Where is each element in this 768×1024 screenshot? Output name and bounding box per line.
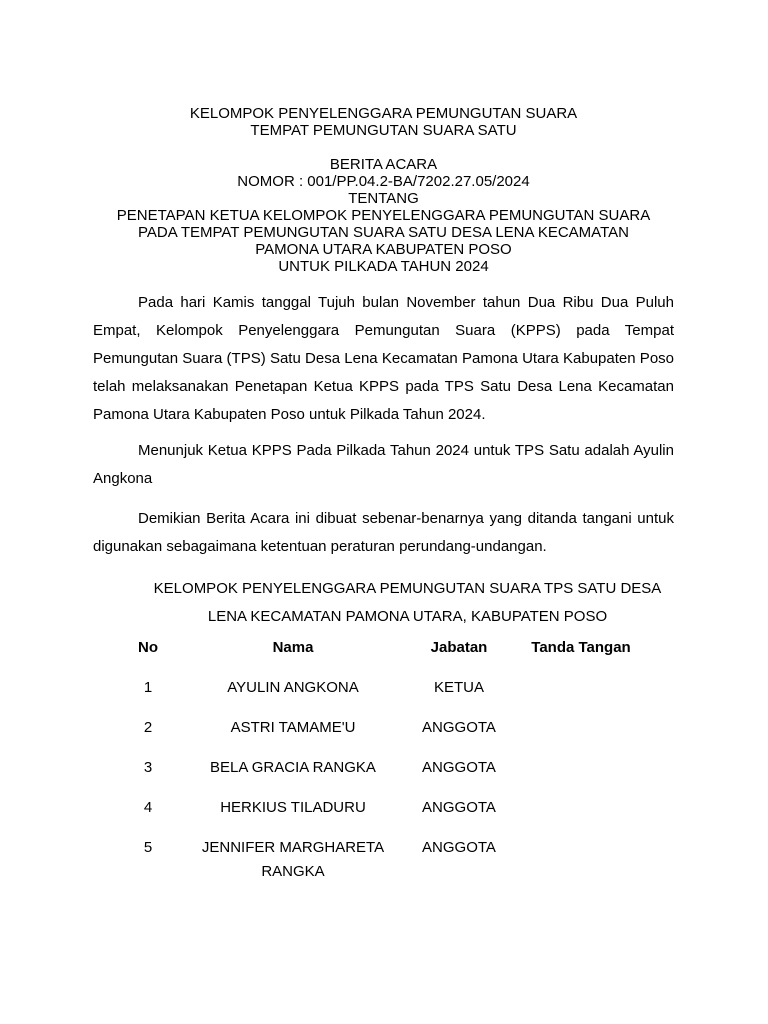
header-line-subject-3: PAMONA UTARA KABUPATEN POSO [255,241,512,258]
table-row [0,836,768,880]
row-nama: AYULIN ANGKONA [227,679,359,696]
body-paragraph-3: Demikian Berita Acara ini dibuat sebenar-benarnya yang ditanda tangani untuk digunakan sebagaimana ketentuan peraturan perundang-undangan. [93,510,674,555]
table-row [0,716,768,756]
body-paragraph-1: Pada hari Kamis tanggal Tujuh bulan November tahun Dua Ribu Dua Puluh Empat, Kelompok Penyelenggara Pemungutan Suara (KPPS) pada Tempat Pemungutan Suara (TPS) Satu Desa Lena Kecamatan Pamona Utara Kabupaten Poso telah melaksanakan Penetapan Ketua KPPS pada TPS Satu Desa Lena Kecamatan Pamona Utara Kabupaten Poso untuk Pilkada Tahun 2024. [93,294,674,423]
row-jabatan: ANGGOTA [422,719,496,736]
row-nama: JENNIFER MARGHARETA RANGKA [201,839,385,880]
table-row [0,676,768,716]
row-jabatan: KETUA [433,679,484,696]
header-line-subject-2: PADA TEMPAT PEMUNGUTAN SUARA SATU DESA LENA KECAMATAN [138,224,629,241]
row-no: 3 [143,759,153,776]
row-no: 4 [143,799,153,816]
row-no: 5 [143,839,153,856]
committee-heading-line-1: KELOMPOK PENYELENGGARA PEMUNGUTAN SUARA TPS SATU DESA [153,580,662,597]
column-header-jabatan: Jabatan [430,639,488,656]
row-no: 2 [143,719,153,736]
row-no: 1 [143,679,153,696]
row-jabatan: ANGGOTA [422,759,496,776]
column-header-tanda-tangan: Tanda Tangan [531,639,631,656]
table-row [0,796,768,836]
table-row [0,756,768,796]
row-nama: BELA GRACIA RANGKA [210,759,376,776]
members-table [0,636,768,880]
header-line-subject-1: PENETAPAN KETUA KELOMPOK PENYELENGGARA PEMUNGUTAN SUARA [116,207,651,224]
committee-heading-line-2: LENA KECAMATAN PAMONA UTARA, KABUPATEN POSO [207,608,608,625]
committee-heading [93,575,674,631]
row-nama: ASTRI TAMAME'U [230,719,356,736]
table-header-row [0,636,768,676]
header-line-tps: TEMPAT PEMUNGUTAN SUARA SATU [250,122,517,139]
header-line-org: KELOMPOK PENYELENGGARA PEMUNGUTAN SUARA [189,105,578,122]
header-line-about: TENTANG [348,190,419,207]
body-paragraph-2: Menunjuk Ketua KPPS Pada Pilkada Tahun 2024 untuk TPS Satu adalah Ayulin Angkona [93,442,674,487]
header-line-title: BERITA ACARA [329,156,438,173]
row-nama: HERKIUS TILADURU [220,799,366,816]
document-header [93,105,674,275]
row-jabatan: ANGGOTA [422,799,496,816]
header-line-number: NOMOR : 001/PP.04.2-BA/7202.27.05/2024 [237,173,530,190]
header-spacer [93,139,674,156]
header-line-subject-4: UNTUK PILKADA TAHUN 2024 [278,258,489,275]
row-jabatan: ANGGOTA [422,839,496,856]
column-header-no: No [138,639,158,656]
column-header-nama: Nama [272,639,314,656]
